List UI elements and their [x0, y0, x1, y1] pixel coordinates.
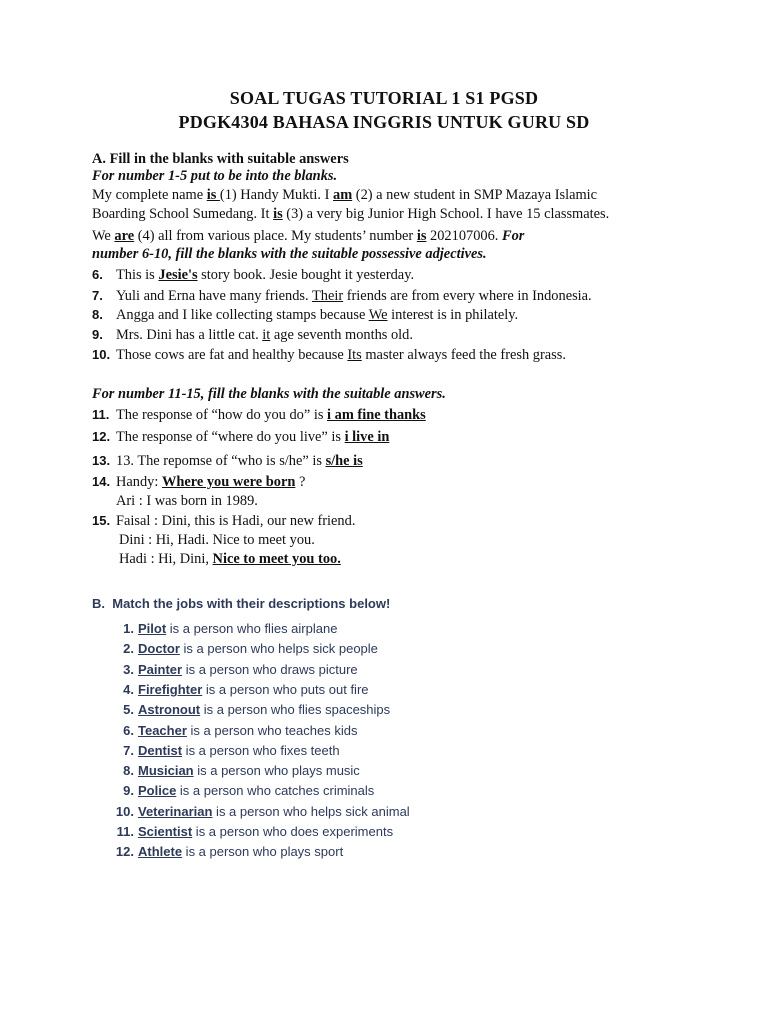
list-item-text: [116, 287, 592, 305]
job-name: Police: [138, 783, 177, 798]
list-item: [0, 843, 768, 861]
job-description: [138, 803, 410, 821]
item-number: 6.: [123, 723, 134, 738]
answer-5: is: [416, 228, 427, 244]
job-description: [138, 782, 374, 800]
paragraph-line-3: [92, 227, 524, 245]
dialog-line: Ari : I was born in 1989.: [116, 493, 258, 509]
list-item-text: [116, 306, 518, 324]
answer: i am fine thanks: [327, 407, 426, 423]
item-number: 12.: [92, 429, 111, 444]
text: My complete name: [92, 187, 207, 203]
job-name: Teacher: [138, 723, 187, 738]
item-number: 8.: [123, 763, 134, 778]
job-desc-text: is a person who plays sport: [182, 844, 344, 859]
list-item-text: [116, 266, 414, 284]
list-item: [0, 701, 768, 719]
answer: We: [368, 307, 388, 323]
list-item: [0, 722, 768, 740]
dialog-line: Faisal : Dini, this is Hadi, our new friend.: [116, 513, 356, 529]
list-item-text: [116, 346, 566, 364]
answer: Their: [311, 288, 344, 304]
text: age seventh months old.: [270, 327, 413, 343]
text: (1) Handy Mukti. I: [219, 187, 334, 203]
job-desc-text: is a person who fixes teeth: [182, 743, 340, 758]
paragraph-line-2: [92, 205, 609, 223]
text: 202107006.: [426, 228, 502, 244]
text: This is: [116, 267, 159, 283]
list-item: [0, 620, 768, 638]
list-item-text: [116, 428, 389, 446]
item-number: 11.: [116, 824, 134, 839]
answer-1: is: [206, 187, 220, 203]
section-a-heading: A. Fill in the blanks with suitable answers: [92, 151, 349, 167]
list-item: [92, 306, 103, 324]
job-desc-text: is a person who puts out fire: [202, 682, 369, 697]
job-desc-text: is a person who teaches kids: [186, 723, 358, 738]
text: Angga and I like collecting stamps because: [116, 307, 369, 323]
answer: Its: [347, 347, 362, 363]
document-title: SOAL TUGAS TUTORIAL 1 S1 PGSD: [229, 88, 539, 108]
list-item-text: [116, 406, 426, 424]
answer-3: is: [273, 206, 283, 222]
job-desc-text: is a person who helps sick animal: [212, 804, 410, 819]
item-number: 9.: [92, 327, 103, 342]
text: story book. Jesie bought it yesterday.: [197, 267, 415, 283]
answer: Nice to meet you too.: [212, 551, 341, 567]
answer: it: [262, 327, 271, 343]
list-item-text: [116, 452, 363, 470]
list-item-text: [116, 326, 413, 344]
job-description: [138, 640, 378, 658]
list-item: [92, 428, 110, 446]
dialog-line: [119, 550, 341, 568]
job-desc-text: is a person who catches criminals: [176, 783, 375, 798]
text: The response of “where do you live” is: [116, 429, 345, 445]
text: Mrs. Dini has a little cat.: [116, 327, 263, 343]
item-number: 14.: [92, 474, 111, 489]
list-item: [92, 326, 103, 344]
dialog-line: Dini : Hi, Hadi. Nice to meet you.: [119, 532, 315, 548]
list-item: [0, 640, 768, 658]
text: Handy:: [116, 474, 162, 490]
job-desc-text: is a person who helps sick people: [179, 641, 378, 656]
job-name: Veterinarian: [138, 804, 213, 819]
list-item: [0, 782, 768, 800]
text: The response of “how do you do” is: [116, 407, 328, 423]
text: Boarding School Sumedang. It: [92, 206, 274, 222]
job-description: [138, 762, 360, 780]
text: We: [92, 228, 115, 244]
text: ?: [295, 474, 306, 490]
answer: Where you were born: [161, 474, 296, 490]
job-name: Scientist: [138, 824, 193, 839]
item-number: 6.: [92, 267, 103, 282]
text: (4) all from various place. My students’ number: [134, 228, 417, 244]
job-desc-text: is a person who does experiments: [192, 824, 394, 839]
item-number: 3.: [123, 662, 134, 677]
job-name: Pilot: [138, 621, 167, 636]
answer: Jesie's: [158, 267, 198, 283]
section-a-instruction-1-5: For number 1-5 put to be into the blanks.: [92, 168, 338, 184]
list-item: [0, 742, 768, 760]
text: Those cows are fat and healthy because: [116, 347, 348, 363]
section-a-instruction-11-15: For number 11-15, fill the blanks with the suitable answers.: [92, 386, 446, 402]
document-subtitle: PDGK4304 BAHASA INGGRIS UNTUK GURU SD: [178, 112, 590, 132]
job-name: Doctor: [138, 641, 180, 656]
list-item: [0, 681, 768, 699]
list-item: [92, 266, 103, 284]
item-number: 10.: [92, 347, 111, 362]
list-item: [92, 406, 109, 424]
job-name: Dentist: [138, 743, 183, 758]
job-description: [138, 701, 390, 719]
job-description: [138, 823, 393, 841]
job-name: Musician: [138, 763, 194, 778]
item-number: 5.: [123, 702, 134, 717]
list-item: [92, 287, 103, 305]
item-number: 10.: [115, 804, 134, 819]
list-item: [0, 823, 768, 841]
answer: i live in: [344, 429, 390, 445]
list-item: [0, 661, 768, 679]
section-number: B.: [92, 596, 105, 611]
list-item: [92, 473, 110, 491]
item-number: 7.: [92, 288, 103, 303]
item-number: 11.: [92, 407, 110, 422]
answer-2: am: [333, 187, 353, 203]
item-number: 15.: [92, 513, 111, 528]
job-desc-text: is a person who plays music: [193, 763, 360, 778]
text: Yuli and Erna have many friends.: [116, 288, 312, 304]
item-number: 13.: [92, 453, 111, 468]
section-title: Match the jobs with their descriptions below!: [112, 596, 391, 611]
job-description: [138, 620, 337, 638]
text: Hadi : Hi, Dini,: [119, 551, 213, 567]
job-description: [138, 722, 357, 740]
job-description: [138, 661, 358, 679]
job-desc-text: is a person who draws picture: [182, 662, 358, 677]
job-description: [138, 843, 343, 861]
answer-4: are: [114, 228, 135, 244]
item-number: 4.: [123, 682, 134, 697]
list-item: [0, 762, 768, 780]
list-item: [92, 512, 110, 530]
text: 13. The repomse of “who is s/he” is: [116, 453, 326, 469]
item-number: 9.: [123, 783, 134, 798]
item-number: 7.: [123, 743, 134, 758]
item-number: 12.: [115, 844, 134, 859]
item-number: 8.: [92, 307, 103, 322]
answer: s/he is: [325, 453, 363, 469]
text: interest is in philately.: [387, 307, 519, 323]
item-number: 2.: [123, 641, 134, 656]
text: master always feed the fresh grass.: [361, 347, 566, 363]
list-item: [92, 452, 110, 470]
text: (3) a very big Junior High School. I have 15 classmates.: [282, 206, 610, 222]
job-name: Firefighter: [138, 682, 203, 697]
job-name: Painter: [138, 662, 183, 677]
list-item-text: [116, 473, 305, 491]
list-item: [92, 346, 110, 364]
instruction-start: For: [502, 228, 525, 244]
item-number: 1.: [123, 621, 134, 636]
text: (2) a new student in SMP Mazaya Islamic: [352, 187, 598, 203]
paragraph-line-1: [92, 186, 597, 204]
job-name: Athlete: [138, 844, 183, 859]
text: friends are from every where in Indonesia.: [343, 288, 592, 304]
list-item: [0, 803, 768, 821]
job-description: [138, 681, 369, 699]
job-name: Astronout: [138, 702, 201, 717]
job-desc-text: is a person who flies airplane: [166, 621, 338, 636]
job-description: [138, 742, 340, 760]
job-desc-text: is a person who flies spaceships: [200, 702, 391, 717]
section-b-heading: [92, 595, 390, 613]
section-a-instruction-6-10: number 6-10, fill the blanks with the suitable possessive adjectives.: [92, 246, 487, 262]
